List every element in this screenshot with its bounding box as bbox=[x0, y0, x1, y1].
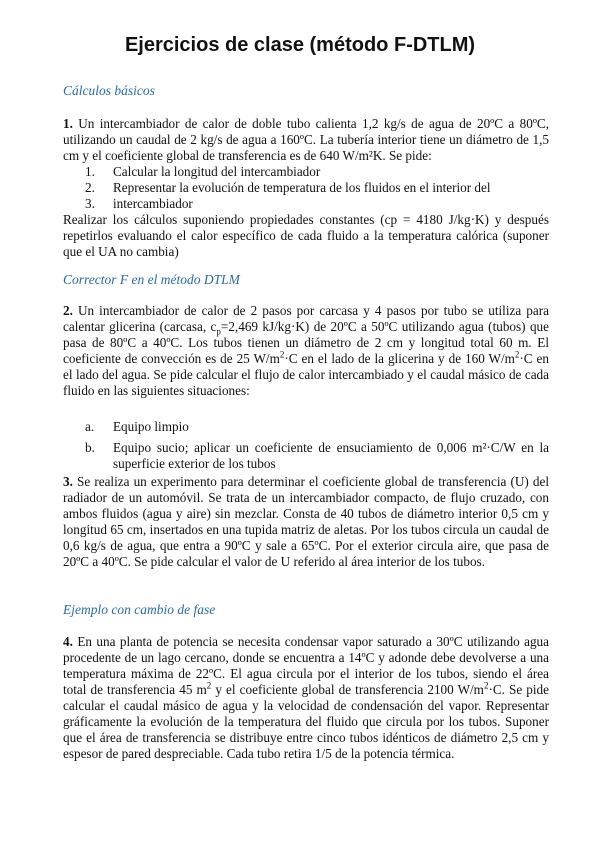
exercise-1-item bbox=[63, 164, 549, 180]
exercise-1-statement bbox=[63, 116, 549, 164]
page-title: Ejercicios de clase (método F-DTLM) bbox=[124, 34, 476, 56]
item-marker: a. bbox=[85, 419, 95, 434]
superscript: 2 bbox=[483, 680, 489, 691]
item-text: Calcular la longitud del intercambiador bbox=[113, 164, 321, 179]
exercise-3-statement bbox=[63, 474, 549, 570]
exercise-2-text: =2,469 kJ/kg·K) de 20ºC a 50ºC utilizando agua (tubos) que pasa de 80ºC a 40ºC. Los tubos tienen un diámetro de 2 cm y longitud total 60 m. El coeficiente de convección es de 25 W/m bbox=[63, 319, 549, 366]
exercise-3 bbox=[63, 474, 549, 570]
item-text: Equipo limpio bbox=[113, 419, 189, 434]
exercise-3-number: 3. bbox=[63, 474, 73, 489]
item-text: intercambiador bbox=[113, 196, 193, 211]
section-heading-basic: Cálculos básicos bbox=[63, 83, 155, 98]
exercise-2-text: ·C en el lado del agua. Se pide calcular el flujo de calor intercambiado y el caudal másico de cada fluido en las siguientes situaciones: bbox=[63, 351, 549, 398]
subscript-p: p bbox=[216, 326, 221, 337]
item-marker: 1. bbox=[85, 164, 95, 179]
section-heading-phase: Ejemplo con cambio de fase bbox=[63, 602, 216, 617]
exercise-4-number: 4. bbox=[63, 634, 73, 649]
exercise-4 bbox=[63, 634, 549, 762]
exercise-2-item bbox=[63, 440, 549, 472]
exercise-2-text: Un intercambiador de calor de 2 pasos por carcasa y 4 pasos por tubo se utiliza para calentar glicerina (carcasa, c bbox=[63, 303, 549, 334]
exercise-4-statement bbox=[63, 634, 549, 762]
exercise-4-text: ·C. Se pide calcular el caudal másico de agua y la velocidad de condensación del vapor. Representar gráficamente la evolución de la temperatura del fluido que circula por los tubos. Suponer que el área de transferencia se distribuye entre cinco tubos idénticos de diámetro 2,5 cm y espesor de pared despreciable. Cada tubo retira 1/5 de la potencia térmica. bbox=[63, 682, 549, 761]
exercise-2-item bbox=[63, 419, 549, 435]
exercise-1 bbox=[63, 116, 549, 260]
exercise-1-number: 1. bbox=[63, 116, 73, 131]
exercise-4-text: En una planta de potencia se necesita condensar vapor saturado a 30ºC utilizando agua procedente de un lago cercano, donde se encuentra a 14ºC y adonde debe devolverse a una temperatura máxima de 22ºC. El agua circula por el interior de los tubos, siendo el área total de transferencia 45 m bbox=[63, 634, 549, 697]
superscript: 2 bbox=[279, 349, 285, 360]
item-marker: b. bbox=[85, 440, 95, 455]
exercise-1-item bbox=[63, 196, 549, 212]
exercise-2-number: 2. bbox=[63, 303, 73, 318]
item-text: Equipo sucio; aplicar un coeficiente de ensuciamiento de 0,006 m²·C/W en la superficie exterior de los tubos bbox=[113, 440, 549, 471]
exercise-1-note: Realizar los cálculos suponiendo propiedades constantes (cp = 4180 J/kg·K) y después repetirlos evaluando el calor específico de cada fluido a la temperatura calórica (suponer que el UA no cambia) bbox=[63, 212, 549, 259]
exercise-2-statement bbox=[63, 303, 549, 399]
superscript: 2 bbox=[514, 349, 520, 360]
exercise-1-text: Un intercambiador de calor de doble tubo calienta 1,2 kg/s de agua de 20ºC a 80ºC, utilizando un caudal de 2 kg/s de agua a 160ºC. La tubería interior tiene un diámetro de 1,5 cm y el coeficiente global de transferencia es de 640 W/m²K. Se pide: bbox=[63, 116, 549, 163]
exercise-1-item bbox=[63, 180, 549, 196]
exercise-2 bbox=[63, 303, 549, 472]
exercise-2-text: ·C en el lado de la glicerina y de 160 W/m bbox=[284, 351, 515, 366]
item-text: Representar la evolución de temperatura de los fluidos en el interior del bbox=[113, 180, 491, 195]
superscript: 2 bbox=[206, 680, 212, 691]
exercise-4-text: y el coeficiente global de transferencia 2100 W/m bbox=[211, 682, 484, 697]
section-heading-corrector: Corrector F en el método DTLM bbox=[63, 272, 240, 287]
exercise-3-text: Se realiza un experimento para determinar el coeficiente global de transferencia (U) del radiador de un automóvil. Se trata de un intercambiador compacto, de flujo cruzado, con ambos fluidos (agua y aire) sin mezclar. Consta de 40 tubos de diámetro interior 0,5 cm y longitud 65 cm, insertados en una tupida matriz de aletas. Por los tubos circula un caudal de 0,6 kg/s de agua, que entra a 90ºC y sale a 65ºC. Por el exterior circula aire, que pasa de 20ºC a 40ºC. Se pide calcular el valor de U referido al área interior de los tubos. bbox=[63, 474, 549, 569]
item-marker: 3. bbox=[85, 196, 95, 211]
item-marker: 2. bbox=[85, 180, 95, 195]
